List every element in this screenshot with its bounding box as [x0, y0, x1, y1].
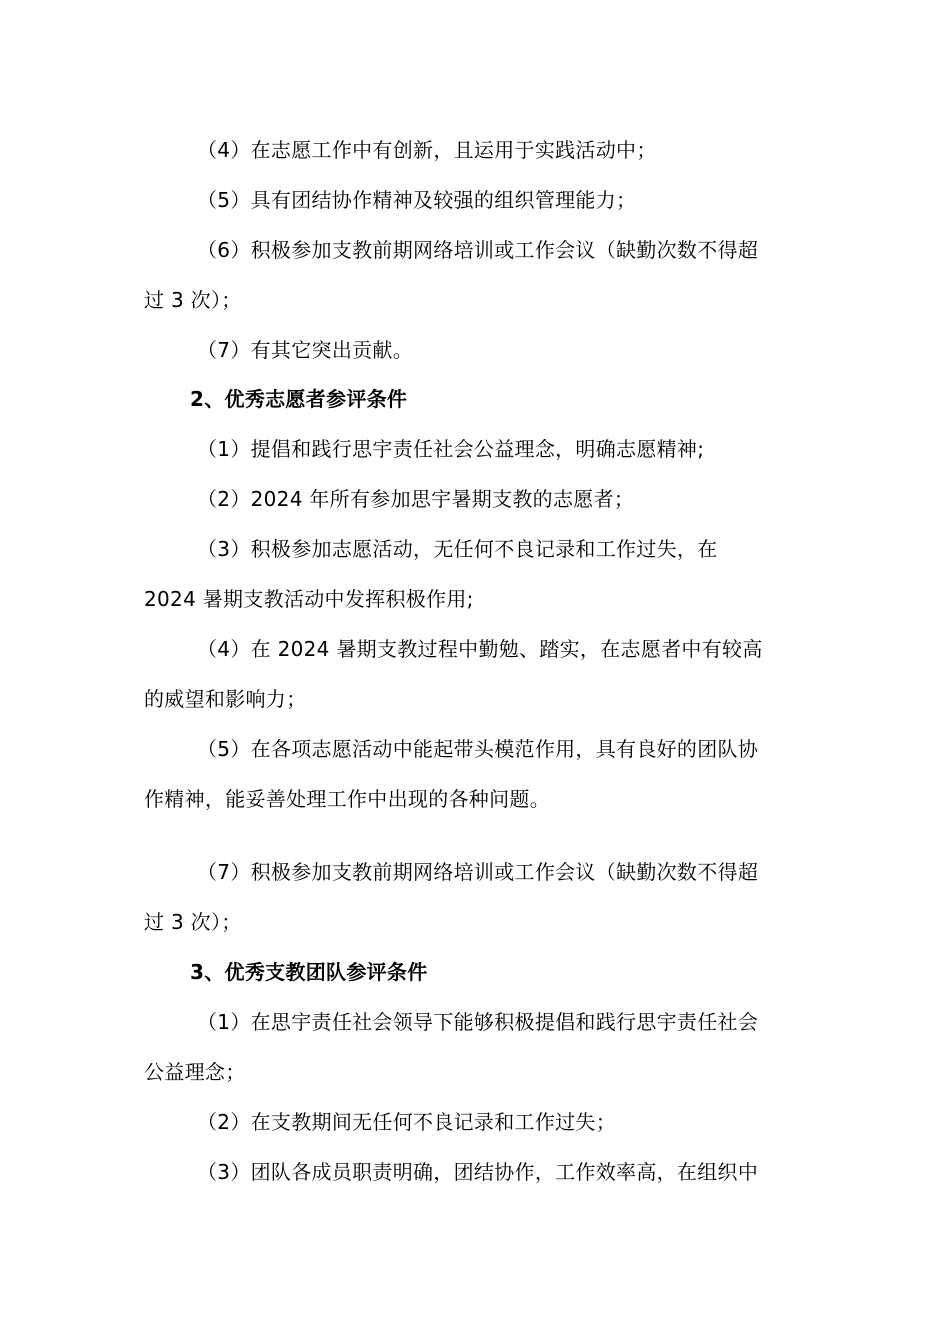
criterion-line: （1）提倡和践行思宇责任社会公益理念，明确志愿精神;: [197, 437, 705, 461]
criterion-line-continued: 过 3 次）；: [144, 910, 242, 934]
criterion-line-continued: 过 3 次）；: [144, 288, 242, 312]
criterion-line: （3）团队各成员职责明确，团结协作，工作效率高，在组织中: [197, 1160, 759, 1184]
criterion-line-continued: 的威望和影响力；: [144, 687, 307, 711]
criterion-line: （3）积极参加志愿活动，无任何不良记录和工作过失，在: [197, 537, 718, 561]
criterion-line: （7）积极参加支教前期网络培训或工作会议（缺勤次数不得超: [197, 860, 759, 884]
criterion-line: （5）在各项志愿活动中能起带头模范作用，具有良好的团队协: [197, 737, 759, 761]
criterion-line: （7）有其它突出贡献。: [197, 338, 414, 362]
criterion-line: （1）在思宇责任社会领导下能够积极提倡和践行思宇责任社会: [197, 1010, 759, 1034]
section-heading: 3、优秀支教团队参评条件: [190, 960, 428, 984]
criterion-line: （2）在支教期间无任何不良记录和工作过失；: [197, 1110, 617, 1134]
criterion-line-continued: 公益理念；: [144, 1060, 246, 1084]
criterion-line-continued: 2024 暑期支教活动中发挥积极作用;: [144, 587, 474, 611]
criterion-line: （2）2024 年所有参加思宇暑期支教的志愿者；: [197, 487, 635, 511]
criterion-line: （5）具有团结协作精神及较强的组织管理能力；: [197, 188, 637, 212]
criterion-line: （6）积极参加支教前期网络培训或工作会议（缺勤次数不得超: [197, 238, 759, 262]
section-heading: 2、优秀志愿者参评条件: [190, 387, 408, 411]
criterion-line: （4）在 2024 暑期支教过程中勤勉、踏实，在志愿者中有较高: [197, 637, 763, 661]
criterion-line-continued: 作精神，能妥善处理工作中出现的各种问题。: [144, 787, 550, 811]
criterion-line: （4）在志愿工作中有创新，且运用于实践活动中；: [197, 138, 657, 162]
